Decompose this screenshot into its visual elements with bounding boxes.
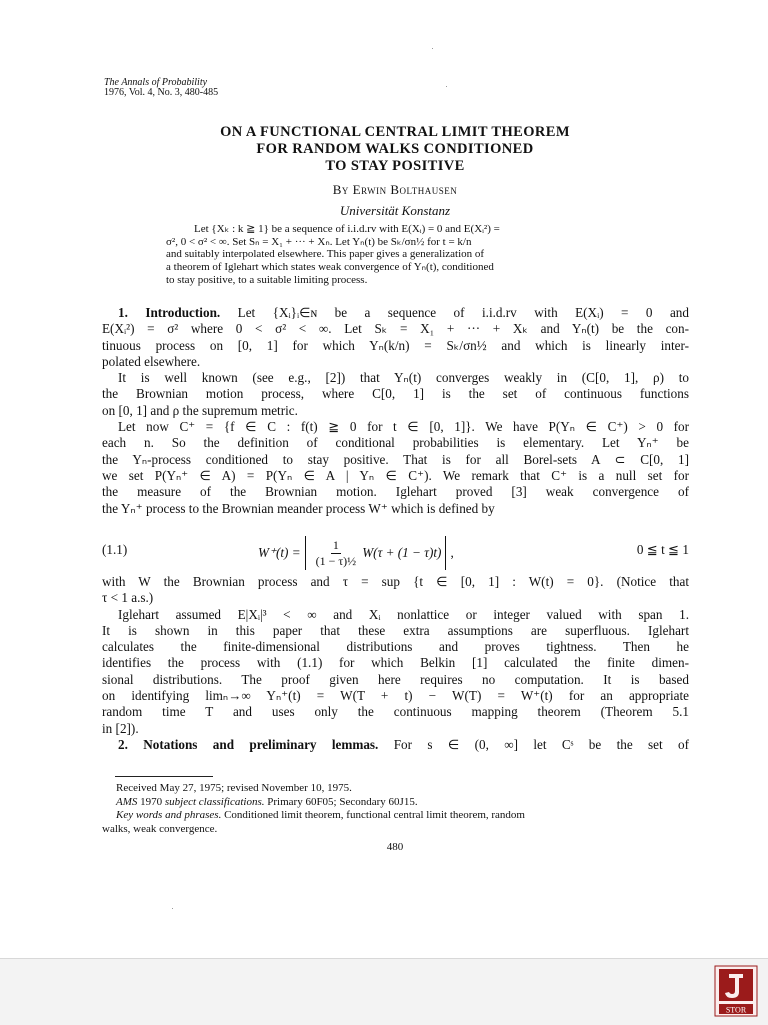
jstor-icon <box>714 965 758 1017</box>
footnotes <box>102 782 689 836</box>
equation-fraction <box>314 538 359 569</box>
body-line: It is shown in this paper that these extra assumptions are superfluous. Iglehart <box>102 622 689 638</box>
body-line: E(Xᵢ²) = σ² where 0 < σ² < ∞. Let Sₖ = X₁ + ··· + Xₖ and Yₙ(t) be the con- <box>102 321 689 337</box>
body-text: For s ∈ (0, ∞] let Cˢ be the set of <box>393 736 689 752</box>
ams-year: 1970 <box>137 795 165 808</box>
keywords-label: Key words and phrases. <box>116 809 222 821</box>
body-line: the Brownian motion process, where C[0, 1] is the set of continuous functions <box>102 386 689 402</box>
affiliation: Universität Konstanz <box>339 203 451 218</box>
body-line: on identifying limₙ→∞ Yₙ⁺(t) = W(T + t) − W(T) = W⁺(t) for an appropriate <box>102 688 689 704</box>
abstract <box>166 223 624 287</box>
equation-expression <box>258 536 454 570</box>
section-introduction <box>102 305 689 517</box>
body-line: each n. So the definition of conditional probabilities is elementary. Let Yₙ⁺ be <box>102 435 689 451</box>
body-line: Let now C⁺ = {f ∈ C : f(t) ≧ 0 for t ∈ [0, 1]}. We have P(Yₙ ∈ C⁺) > 0 for <box>118 419 689 435</box>
scan-speck <box>446 86 447 87</box>
footnote-received: Received May 27, 1975; revised November 10, 1975. <box>116 782 352 794</box>
body-line: the Yₙ-process conditioned to stay positive. That is for all Borel-sets A ⊂ C[0, 1] <box>102 451 689 467</box>
body-line: random time T and uses only the continuous mapping theorem (Theorem 5.1 <box>102 704 689 720</box>
body-line: with W the Brownian process and τ = sup {t ∈ [0, 1] : W(t) = 0}. (Notice that <box>102 574 689 589</box>
equation-number: (1.1) <box>102 542 128 557</box>
body-line: in [2]). <box>102 720 139 736</box>
equation-lhs: W⁺(t) = <box>258 545 301 560</box>
body-line: identifies the process with (1.1) for which Belkin [1] calculated the finite dimen- <box>102 655 689 671</box>
section-introduction-cont <box>102 574 689 753</box>
abstract-line: and suitably interpolated elsewhere. This paper gives a generalization of <box>166 248 485 261</box>
abstract-line: σ², 0 < σ² < ∞. Set Sₙ = X₁ + ··· + Xₙ. Let Yₙ(t) be Sₖ/σn½ for t = k/n <box>166 235 472 248</box>
fraction-denominator: (1 − τ)½ <box>315 553 357 568</box>
section-heading: 1. Introduction. <box>118 305 221 320</box>
body-line: polated elsewhere. <box>102 353 201 369</box>
jstor-logo-text: STOR <box>725 1005 747 1015</box>
equation-condition: 0 ≦ t ≦ 1 <box>636 542 689 557</box>
ams-italic: subject classifications. <box>164 795 265 808</box>
section-heading: 2. Notations and preliminary lemmas. <box>118 736 379 752</box>
abstract-line: Let {Xₖ : k ≧ 1} be a sequence of i.i.d.rv with E(Xᵢ) = 0 and E(Xᵢ²) = <box>194 223 500 235</box>
body-line: the Yₙ⁺ process to the Brownian meander process W⁺ which is defined by <box>102 500 495 516</box>
abstract-line: a theorem of Iglehart which states weak convergence of Yₙ(t), conditioned <box>166 261 494 274</box>
journal-name: The Annals of Probability <box>104 77 208 88</box>
title-line: TO STAY POSITIVE <box>325 158 465 174</box>
ams-label: AMS <box>116 795 138 808</box>
footnote-ams <box>102 796 689 810</box>
scan-speck <box>172 908 173 909</box>
footnote-keywords-cont: walks, weak convergence. <box>102 822 218 835</box>
body-line <box>102 737 689 753</box>
title-line: ON A FUNCTIONAL CENTRAL LIMIT THEOREM <box>220 124 570 140</box>
jstor-logo[interactable] <box>714 965 758 1017</box>
body-line: Iglehart assumed E|Xᵢ|³ < ∞ and Xᵢ nonlattice or integer valued with span 1. <box>118 606 689 622</box>
page-number: 480 <box>386 841 404 853</box>
body-line: we set P(Yₙ⁺ ∈ A) = P(Yₙ ∈ A | Yₙ ∈ C⁺). We remark that C⁺ is a null set for <box>102 467 689 483</box>
body-line: sional distributions. The proof given here requires no computation. It is based <box>102 671 689 687</box>
equation-1-1 <box>102 536 689 572</box>
abs-bar-right <box>445 536 446 570</box>
body-text: Let {Xᵢ}ᵢ∈ɴ be a sequence of i.i.d.rv with E(Xᵢ) = 0 and <box>237 305 689 320</box>
equation-rhs: W(τ + (1 − τ)t) <box>362 545 442 560</box>
abs-bar-left <box>305 536 306 570</box>
journal-volume: 1976, Vol. 4, No. 3, 480-485 <box>104 87 219 98</box>
body-line: the measure of the Brownian motion. Iglehart proved [3] weak convergence of <box>102 484 689 500</box>
keywords-text: Conditioned limit theorem, functional central limit theorem, random <box>221 809 525 821</box>
body-line: tinuous process on [0, 1] for which Yₙ(k/n) = Sₖ/σn½ and which is linearly inter- <box>102 337 689 353</box>
footnote-keywords <box>102 809 689 823</box>
body-line: It is well known (see e.g., [2]) that Yₙ(t) converges weakly in (C[0, 1], ρ) to <box>118 370 689 386</box>
title-line: FOR RANDOM WALKS CONDITIONED <box>256 141 534 157</box>
body-line <box>102 305 689 321</box>
scan-speck <box>432 48 433 49</box>
viewer-footer <box>0 958 768 1025</box>
author: By Erwin Bolthausen <box>332 182 458 197</box>
footnote-rule <box>115 776 213 777</box>
fraction-numerator: 1 <box>332 537 339 552</box>
body-line: calculates the finite-dimensional distributions and proves tightness. Then he <box>102 639 689 655</box>
journal-citation <box>104 78 218 98</box>
body-line: τ < 1 a.s.) <box>102 590 154 606</box>
body-line: on [0, 1] and ρ the supremum metric. <box>102 402 298 418</box>
abstract-line: to stay positive, to a suitable limiting process. <box>166 273 368 286</box>
paper-title <box>0 124 768 175</box>
equation-tail: , <box>450 545 454 560</box>
ams-text: Primary 60F05; Secondary 60J15. <box>264 795 418 808</box>
